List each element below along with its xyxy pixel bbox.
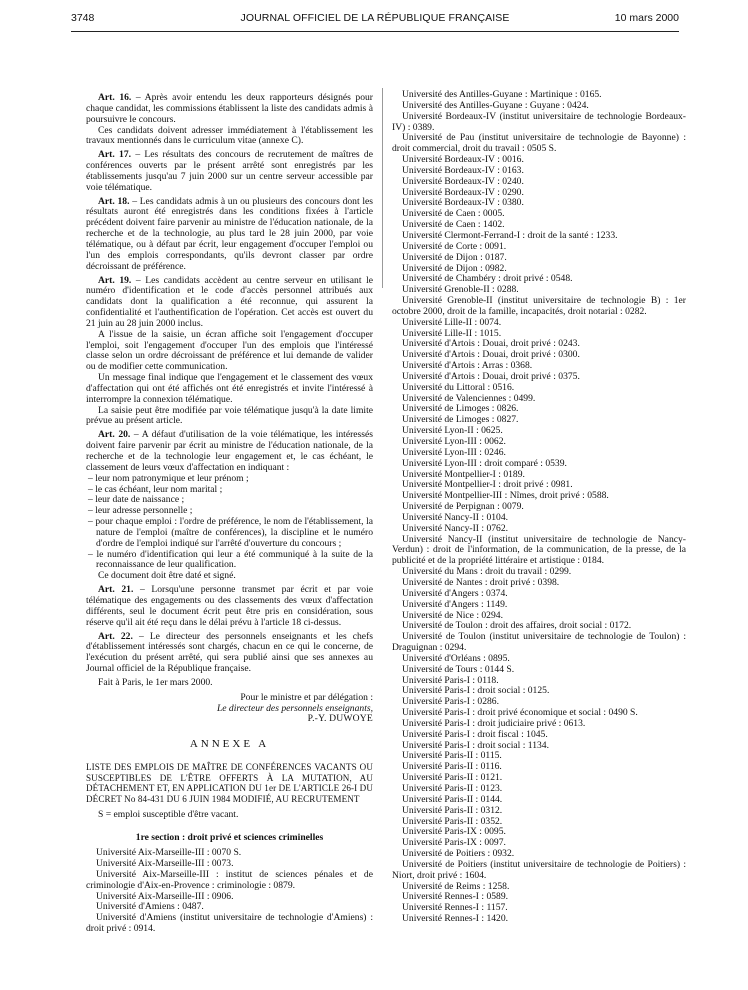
university-entry: Université Nancy-II (institut universitaire de technologie de Nancy-Verdun) : droit de l'information, de la communication, de la presse, de la publicité et de la propriété littéraire et artistique : 0184.	[392, 533, 686, 567]
issue-date: 10 mars 2000	[614, 12, 679, 24]
article-label: Art. 16.	[98, 92, 132, 103]
university-entry: Université de Caen : 0005.	[402, 208, 505, 220]
university-entry: Université Lyon-III : 0246.	[402, 446, 506, 458]
university-entry: Université Montpellier-III : Nîmes, droit privé : 0588.	[402, 490, 609, 502]
university-entry: Université des Antilles-Guyane : Guyane : 0424.	[402, 99, 589, 111]
university-entry: Université Aix-Marseille-III : institut de sciences pénales et de criminologie d'Aix-en-Provence : criminologie : 0879.	[86, 868, 373, 891]
article-paragraph	[86, 632, 373, 675]
body-paragraph: Ces candidats doivent adresser immédiatement à l'établissement les travaux mentionnés dans le curriculum vitae (annexe C).	[86, 124, 373, 147]
university-entry: Université Lyon-III : 0062.	[402, 436, 506, 447]
article-label: Art. 20.	[98, 429, 131, 441]
body-paragraph: La saisie peut être modifiée par voie télématique jusqu'à la date limite prévue au présent article.	[86, 404, 373, 427]
university-entry: Université Paris-II : 0144.	[402, 793, 503, 805]
university-entry: Université des Antilles-Guyane : Martinique : 0165.	[402, 89, 602, 100]
right-column	[392, 90, 686, 925]
university-entry: Université de Limoges : 0827.	[402, 414, 519, 426]
university-entry: Université d'Angers : 0374.	[402, 587, 508, 599]
university-entry: Université de Perpignan : 0079.	[402, 501, 524, 513]
university-entry: Université d'Amiens (institut universitaire de technologie d'Amiens) : droit privé : 0914.	[86, 912, 373, 935]
university-entry: Université Nancy-II : 0104.	[402, 511, 509, 523]
article-text: – Après avoir entendu les deux rapporteurs désignés pour chaque candidat, les commissions établissent la liste des candidats admis à poursuivre le concours.	[86, 92, 374, 125]
university-entry: Université Montpellier-I : droit privé : 0981.	[402, 479, 573, 491]
annexe-legend: S = emploi susceptible d'être vacant.	[98, 809, 239, 821]
university-entry: Université Clermont-Ferrand-I : droit de la santé : 1233.	[402, 229, 618, 241]
page-number: 3748	[71, 12, 95, 24]
right-entries-list	[392, 90, 686, 925]
university-entry: Université Paris-IX : 0097.	[402, 837, 506, 849]
university-entry: Université Paris-I : 0118.	[402, 674, 499, 686]
university-entry: Université de Toulon (institut universitaire de technologie de Toulon) : Draguignan : 0294.	[392, 631, 686, 654]
university-entry: Université Bordeaux-IV : 0016.	[402, 154, 524, 166]
article-paragraph	[86, 276, 373, 330]
dash-item: – leur nom patronymique et leur prénom ;	[88, 472, 249, 484]
university-entry: Université Lille-II : 1015.	[402, 327, 502, 339]
university-entry: Université Aix-Marseille-III : 0073.	[96, 858, 234, 869]
university-entry: Université de Reims : 1258.	[402, 880, 510, 892]
university-entry: Université d'Amiens : 0487.	[96, 901, 204, 913]
university-entry: Université de Valenciennes : 0499.	[402, 392, 536, 404]
annexe-heading: LISTE DES EMPLOIS DE MAÎTRE DE CONFÉRENCES VACANTS OU SUSCEPTIBLES DE L'ÊTRE OFFERTS À LA MUTATION, AU DÉTACHEMENT ET, EN APPLICATION DU 1er DE L'ARTICLE 26-I DU DÉCRET No 84-431 DU 6 JUIN 1984 MODIFIÉ, AU RECRUTEMENT	[86, 762, 373, 804]
university-entry: Université Grenoble-II : 0288.	[402, 284, 519, 296]
article-label: Art. 19.	[98, 274, 132, 286]
university-entry: Université Paris-I : 0286.	[402, 696, 499, 708]
article-text: – Les résultats des concours de recrutement de maîtres de conférences ouverts par le présent arrêté sont enregistrés par les établissements jusqu'au 7 juin 2000 sur un centre serveur accessible par voie télématique.	[86, 149, 373, 193]
body-paragraph: A l'issue de la saisie, un écran affiche soit l'engagement d'occuper l'emploi, soit l'engagement d'occuper l'un des emplois que l'intéressé classe selon un ordre décroissant de préférence et lui demande de valider ou de modifier cette communication.	[86, 328, 373, 373]
university-entry: Université d'Artois : Douai, droit privé : 0375.	[402, 370, 580, 382]
article-paragraph	[86, 585, 373, 628]
article-paragraph	[86, 93, 373, 126]
left-column	[86, 90, 373, 935]
university-entry: Université de Nantes : droit privé : 0398.	[402, 576, 560, 588]
section-title-text: 1re section : droit privé et sciences criminelles	[135, 832, 324, 844]
university-entry: Université de Nice : 0294.	[402, 609, 503, 621]
university-entry: Université de Limoges : 0826.	[402, 403, 519, 415]
article-text: – Lorsqu'une personne transmet par écrit et par voie télématique des engagements ou des classements des vœux d'affectation différents, seul le document écrit peut être pris en considération, sous réserve qu'il ait été reçu dans le délai prévu à l'article 18 ci-dessus.	[86, 584, 373, 628]
university-entry: Université Lille-II : 0074.	[402, 316, 502, 328]
journal-title: JOURNAL OFFICIEL DE LA RÉPUBLIQUE FRANÇAISE	[240, 12, 510, 24]
university-entry: Université du Mans : droit du travail : 0299.	[402, 566, 572, 578]
university-entry: Université Lyon-II : 0625.	[402, 425, 503, 437]
article-label: Art. 18.	[98, 195, 130, 207]
dash-item: – leur adresse personnelle ;	[88, 505, 193, 517]
signature-line-1: Pour le ministre et par délégation :	[240, 691, 373, 703]
university-entry: Université Rennes-I : 1157.	[402, 902, 508, 914]
university-entry: Université Paris-II : 0123.	[402, 783, 503, 794]
university-entry: Université du Littoral : 0516.	[402, 381, 515, 393]
university-entry: Université Aix-Marseille-III : 0070 S.	[96, 847, 242, 859]
university-entry: Université Bordeaux-IV : 0163.	[402, 164, 524, 176]
university-entry: Université Lyon-III : droit comparé : 0539.	[402, 457, 567, 469]
university-entry: Université de Caen : 1402.	[402, 219, 505, 231]
university-entry: Université d'Artois : Douai, droit privé : 0243.	[402, 338, 580, 350]
body-paragraph: Un message final indique que l'engagement et le classement des vœux d'affectation qui ont été affichés ont été enregistrés et invite l'intéressé à interrompre la connexion télématique.	[86, 372, 373, 405]
left-entries-list	[86, 848, 373, 935]
article-label: Art. 22.	[98, 630, 133, 642]
university-entry: Université Paris-I : droit judiciaire privé : 0613.	[402, 717, 586, 729]
dash-item: – le cas échéant, leur nom marital ;	[88, 483, 223, 495]
dash-item: – le numéro d'identification qui leur a été communiqué à la suite de la reconnaissance de leur qualification.	[88, 548, 373, 571]
university-entry: Université Bordeaux-IV : 0240.	[402, 175, 524, 187]
university-entry: Université d'Angers : 1149.	[402, 598, 508, 610]
university-entry: Université de Corte : 0091.	[402, 240, 507, 252]
annexe-title: ANNEXE A	[189, 738, 270, 751]
university-entry: Université Paris-I : droit fiscal : 1045.	[402, 728, 548, 740]
article-text: – Les candidats accèdent au centre serveur en utilisant le numéro d'identification et le code d'accès personnel attribués aux candidats dont la qualification a été reconnue, qui assurent la confidentialité et l'authentification de l'opération. Cet accès est ouvert du 21 juin au 28 juin 2000 inclus.	[86, 274, 374, 329]
university-entry: Université de Poitiers (institut universitaire de technologie de Poitiers) : Niort, droit privé : 1604.	[392, 858, 686, 881]
university-entry: Université Aix-Marseille-III : 0906.	[96, 890, 234, 902]
university-entry: Université d'Orléans : 0895.	[402, 652, 510, 664]
university-entry: Université de Chambéry : droit privé : 0548.	[402, 273, 573, 285]
signature-block	[86, 693, 373, 726]
university-entry: Université Paris-II : 0352.	[402, 815, 503, 827]
university-entry: Université de Poitiers : 0932.	[402, 848, 515, 860]
section-title	[86, 833, 373, 844]
university-entry: Université de Toulon : droit des affaires, droit social : 0172.	[402, 620, 632, 632]
university-entry: Université de Dijon : 0982.	[402, 262, 507, 274]
page-header	[71, 13, 679, 29]
university-entry: Université Paris-II : 0116.	[402, 761, 502, 773]
university-entry: Université de Pau (institut universitaire de technologie de Bayonne) : droit commercial, droit du travail : 0505 S.	[392, 132, 686, 155]
article-label: Art. 21.	[98, 584, 134, 596]
university-entry: Université de Dijon : 0187.	[402, 251, 507, 263]
article-paragraph	[86, 430, 373, 473]
university-entry: Université Rennes-I : 0589.	[402, 891, 509, 903]
university-entry: Université Paris-I : droit social : 1134.	[402, 739, 549, 751]
university-entry: Université Grenoble-II (institut universitaire de technologie B) : 1er octobre 2000, droit de la famille, incapacités, droit notarial : 0282.	[392, 295, 686, 317]
column-divider	[382, 88, 383, 288]
university-entry: Université Paris-I : droit social : 0125.	[402, 685, 550, 697]
signature-line-2: Le directeur des personnels enseignants,	[216, 702, 373, 714]
university-entry: Université d'Artois : Douai, droit privé : 0300.	[402, 349, 580, 361]
university-entry: Université Montpellier-I : 0189.	[402, 468, 525, 480]
university-entry: Université de Tours : 0144 S.	[402, 663, 515, 675]
articles	[86, 93, 373, 675]
dash-item: – leur date de naissance ;	[88, 494, 185, 506]
university-entry: Université Paris-II : 0115.	[402, 750, 502, 762]
article-text: – Le directeur des personnels enseignants et les chefs d'établissement intéressés sont chargés, chacun en ce qui le concerne, de l'exécution du présent arrêté, qui sera publié ainsi que ses annexes au Journal officiel de la République française.	[86, 630, 373, 675]
university-entry: Université d'Artois : Arras : 0368.	[402, 360, 533, 372]
university-entry: Université Bordeaux-IV : 0380.	[402, 197, 524, 209]
body-paragraph: Ce document doit être daté et signé.	[98, 570, 236, 582]
signature-name: P.-Y. DUWOYE	[307, 713, 373, 725]
university-entry: Université Paris-II : 0121.	[402, 772, 503, 784]
university-entry: Université Bordeaux-IV : 0290.	[402, 186, 524, 198]
article-paragraph	[86, 197, 373, 273]
university-entry: Université Paris-II : 0312.	[402, 804, 503, 816]
dash-item: – pour chaque emploi : l'ordre de préférence, le nom de l'établissement, la nature de l'emploi (maître de conférences), la discipline et le numéro d'ordre de l'emploi indiqué sur l'arrêté d'ouverture du concours ;	[88, 516, 373, 549]
article-paragraph	[86, 150, 373, 193]
article-label: Art. 17.	[98, 149, 132, 161]
university-entry: Université Nancy-II : 0762.	[402, 522, 509, 534]
university-entry: Université Paris-I : droit privé économique et social : 0490 S.	[402, 707, 638, 719]
university-entry: Université Paris-IX : 0095.	[402, 826, 506, 838]
article-text: – A défaut d'utilisation de la voie télématique, les intéressés doivent faire parvenir par écrit au ministre de l'éducation nationale, de la recherche et de la technologie leur engagement et, le cas échéant, le classement de leurs vœux d'affectation en indiquant :	[86, 429, 373, 473]
fait-a-paris: Fait à Paris, le 1er mars 2000.	[98, 676, 213, 688]
university-entry: Université Bordeaux-IV (institut universitaire de technologie Bordeaux-IV) : 0389.	[392, 110, 686, 133]
article-text: – Les candidats admis à un ou plusieurs des concours dont les résultats auront été enregistrés dans les conditions fixées à l'article précédent doivent faire parvenir au ministre de l'éducation nationale, de la recherche et de la technologie, au plus tard le 28 juin 2000, par voie télématique, ou à défaut par écrit, leur engagement d'occuper l'emploi ou l'un des emplois correspondants, qu'ils devront classer par ordre décroissant de préférence.	[86, 195, 373, 272]
university-entry: Université Rennes-I : 1420.	[402, 913, 509, 925]
header-rule	[71, 31, 679, 32]
